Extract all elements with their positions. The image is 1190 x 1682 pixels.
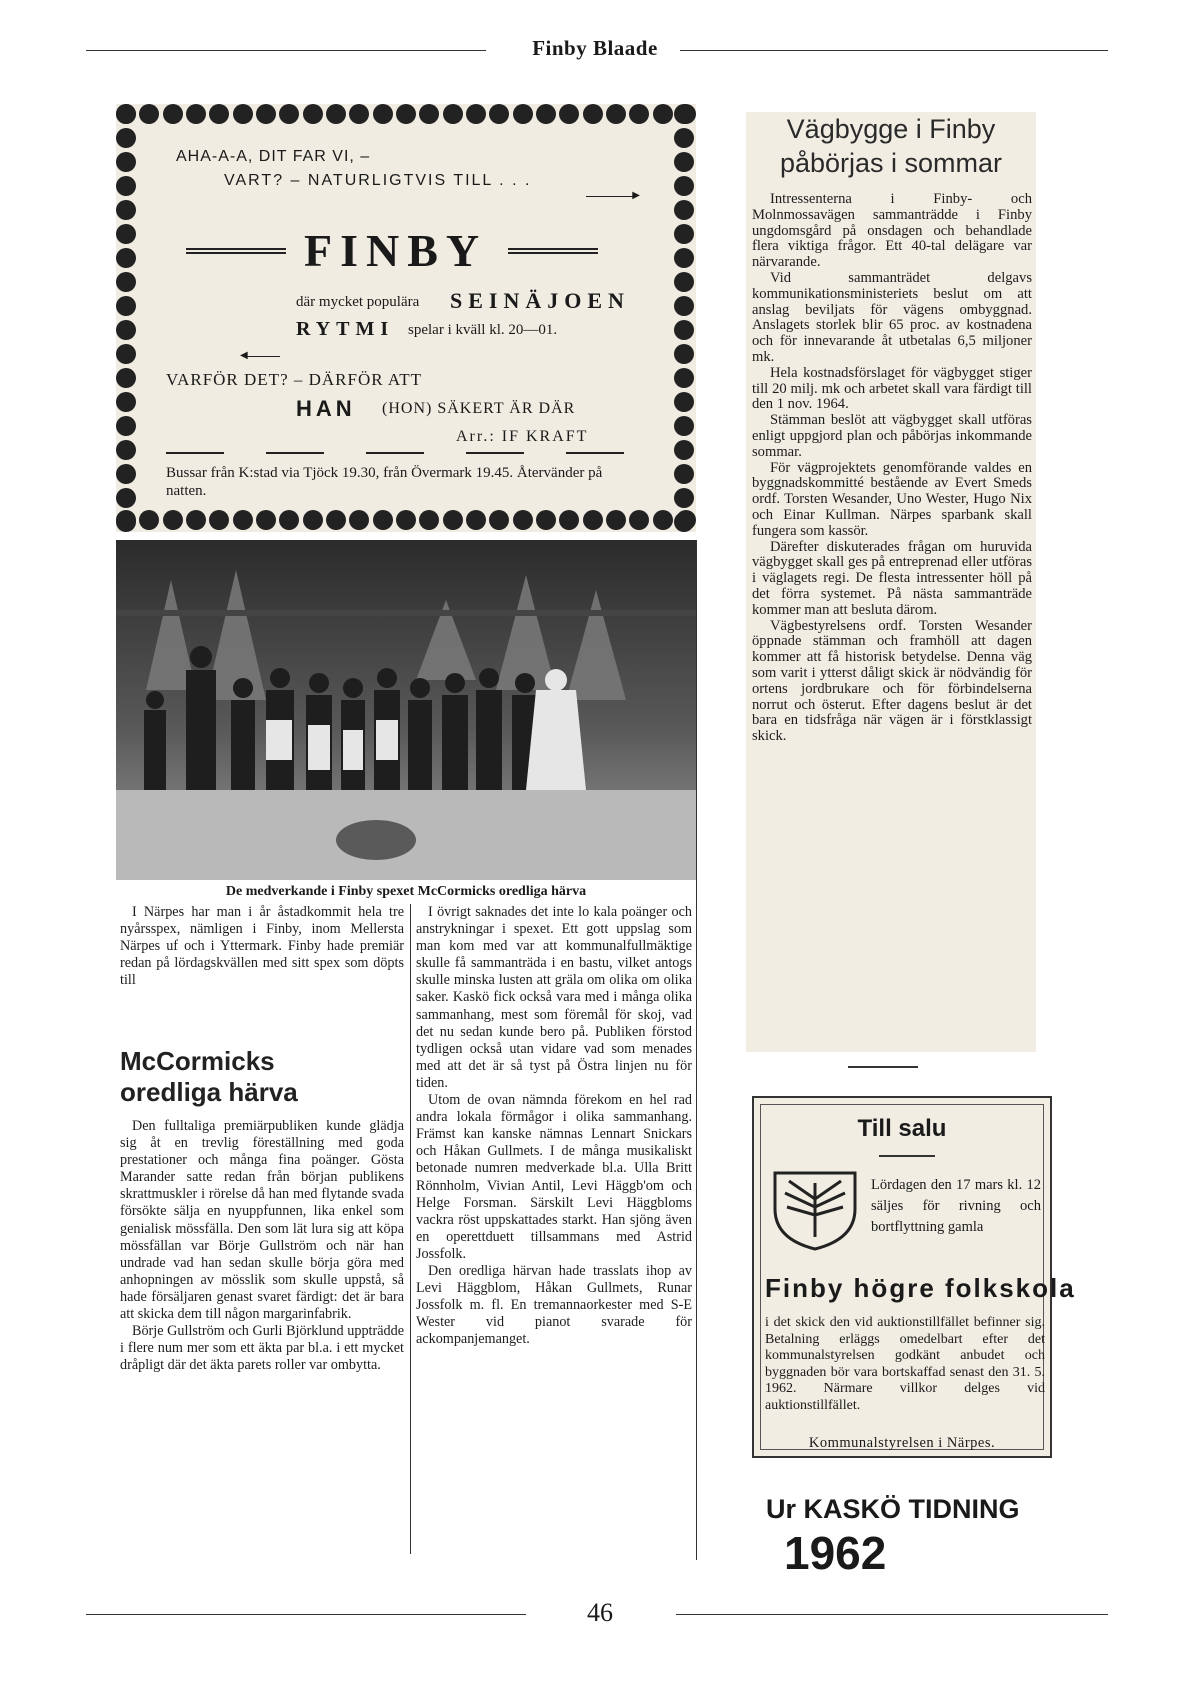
ad-content [156, 134, 656, 504]
ad-she: (HON) SÄKERT ÄR DÄR [382, 400, 576, 417]
road-paragraph: För vägprojektets genomförande valdes en byggnadskommitté bestående av Evert Smeds ordf. Torsten Wesander, Uno Wester, Hugo Nix och Einar Kullman. Närpes sparbank skall fungera som kassör. [752, 459, 1032, 539]
article-headline [120, 1046, 298, 1108]
article-headline-line-2: oredliga härva [120, 1077, 298, 1107]
ad-arranger: Arr.: IF KRAFT [456, 428, 589, 445]
road-paragraph: Vägbestyrelsens ordf. Torsten Wesander öppnade stämman och framhöll att dagen kommer att få historisk betydelse. Denna väg som varit i ytterst dåligt skick är nödvändig för ortens jordbrukare och för förbindelserna norrut och österut. Efter dagens beslut är det bara en tidsfråga när vägen är i förstklassigt skick. [752, 617, 1032, 745]
ad-double-rule-right [508, 248, 598, 254]
sale-signature: Kommunalstyrelsen i Närpes. [808, 1435, 996, 1451]
page-header-title: Finby Blaade [532, 36, 658, 60]
sale-title: Till salu [857, 1115, 947, 1142]
ad-bus-info: Bussar från K:stad via Tjöck 19.30, från Övermark 19.45. Återvänder på natten. [166, 465, 603, 499]
ad-dash [566, 452, 624, 454]
ad-line-2: VART? – NATURLIGTVIS TILL . . . [224, 172, 532, 189]
ad-dash [466, 452, 524, 454]
header-rule-left [86, 50, 486, 51]
stage-photo [116, 540, 696, 880]
ad-line-1: AHA-A-A, DIT FAR VI, – [176, 148, 371, 165]
arrow-right-icon: ▶ [586, 196, 636, 197]
road-paragraph: Hela kostnadsförslaget för vägbygget stiger till 20 milj. mk och arbetet skall vara färdigt till den 1 nov. 1964. [752, 364, 1032, 413]
arrow-left-icon: ◀ [244, 356, 280, 357]
ad-why: VARFÖR DET? – DÄRFÖR ATT [166, 370, 423, 389]
sale-inner-frame [760, 1104, 1076, 1451]
photo-caption: De medverkande i Finby spexet McCormicks oredliga härva [225, 884, 587, 899]
header-rule-right [680, 50, 1108, 51]
ad-he: HAN [296, 396, 356, 421]
source-year: 1962 [784, 1527, 887, 1579]
road-paragraph: Vid sammanträdet delgavs kommunikationsministeriets beslut om att anslag beviljats för vägens ombyggnad. Anslagets storlek blir 65 proc. av kostnadena och för innevarande åt utbetalas 6,5 miljoner mk. [752, 269, 1032, 365]
sale-body-text: i det skick den vid auktionstillfället befinner sig. Betalning erläggs omedelbart efter det kommunalstyrelsen godkänt anbudet och byggnaden bör vara bortskaffad senast den 31. 5. 1962. Närmare villkor delges vid auktionstillfället. [765, 1315, 1045, 1413]
ad-double-rule-left [186, 248, 286, 254]
ad-place-row [186, 224, 606, 278]
road-paragraph: Därefter diskuterades frågan om huruvida vägbygget skall ges på entreprenad eller utföras i väglagets regi. De flesta intressenter höll på det förra systemet. På nästa sammanträde kommer man att besluta därom. [752, 538, 1032, 618]
ad-border-left [116, 104, 138, 532]
stage-photo-image [116, 540, 696, 880]
page-number: 46 [587, 1598, 613, 1627]
source-label: Ur KASKÖ TIDNING [766, 1494, 1020, 1524]
road-article-body [752, 192, 1032, 745]
article-intro-text: I Närpes har man i år åstadkommit hela tre nyårsspex, nämligen i Finby, inom Mellersta Närpes uf och i Yttermark. Finby hade premiär redan på lördagskvällen med sitt spex som döpts till [120, 904, 404, 989]
road-article-end-rule [848, 1066, 918, 1068]
road-article-headline: Vägbygge i Finby påbörjas i sommar [779, 114, 1003, 178]
article-paragraph: Den fulltaliga premiärpubliken kunde glädja sig åt en trevlig föreställning med goda prestationer och många fina poänger. Gösta Marander satte redan från början publikens skrattmuskler i rörelse då han med flytande svada försökte sälja en nyuppfunnen, lika enkel som genialisk mössfälla. Den som lät lura sig att köpa mössfällan var Börje Gullström och när han undrade vad han sedan skulle börja göra med anhopningen av mösslik som skulle uppstå, så hade försäljaren genast svaret färdigt: det är bara att skicka dem till någon margarinfabrik. [120, 1118, 404, 1323]
ad-border-top [116, 104, 696, 126]
dance-advertisement [116, 104, 696, 532]
footer-rule-left [86, 1614, 526, 1615]
column-divider [410, 904, 411, 1554]
ad-border-right [674, 104, 696, 532]
ad-popular: där mycket populära [296, 294, 420, 310]
article-paragraph: Utom de ovan nämnda förekom en hel rad andra lokala förmågor i olika sammanhang. Främst kan kanske nämnas Lennart Snickars och Håkan Gullmets. I de många musikaliskt betonade numren medverkade bl.a. Ulla Britt Rönnholm, Vivian Antil, Levi Häggb'om och Helge Forsman. Särskilt Levi Häggbloms vackra röst uppskattades starkt. Han sjöng även en operettduett tillsammans med Astrid Jossfolk. [416, 1092, 692, 1262]
article-paragraph: Den oredliga härvan hade trasslats ihop av Levi Häggblom, Håkan Gullmets, Runar Jossfolk m. fl. En tremannaorkester med S-E Wester vid pianot svarade för ackompanjemanget. [416, 1262, 692, 1348]
article-paragraph: I övrigt saknades det inte lo kala poänger och anstrykningar i spexet. Ett gott uppslag som man kom med var att kommunalfullmäktige skulle få sammanträda i en bastu, vilket antogs skulle minska lusten att gräla om olika om olika saker. Kaskö fick också vara med i många olika sammanhang, mest som föremål för skoj, vad det nu sedan kunde bero på. Publiken förstod tydligen också utan vidare vad som menades med att det är så tyst på Östra linjen nu för tiden. [416, 904, 692, 1091]
sale-advertisement [752, 1096, 1076, 1458]
ad-band-1: SEINÄJOEN [450, 288, 630, 313]
sale-title-rule [879, 1155, 935, 1157]
footer-rule-right [676, 1614, 1108, 1615]
ad-dash [266, 452, 324, 454]
column-divider-right [696, 540, 697, 1560]
ad-dash [366, 452, 424, 454]
article-intro [120, 904, 404, 989]
article-column-2 [416, 904, 692, 1348]
road-article [746, 112, 1036, 1052]
road-paragraph: Stämman beslöt att vägbygget skall utföras enligt uppgjord plan och påbörjas inkommande sommar. [752, 412, 1032, 460]
ad-band-2: RYTMI [296, 318, 395, 340]
sale-school-name: Finby högre folkskola [765, 1273, 1076, 1303]
ad-plays: spelar i kväll kl. 20—01. [408, 322, 558, 338]
ad-dash [166, 452, 224, 454]
article-column-1 [120, 1118, 404, 1374]
article-headline-line-1: McCormicks [120, 1046, 275, 1076]
ad-place-name: FINBY [304, 225, 488, 276]
coat-of-arms-icon [769, 1169, 861, 1253]
road-paragraph: Intressenterna i Finby- och Molnmossavägen sammanträdde i Finby ungdomsgård på onsdagen och behandlade flera viktiga frågor. Ett 40-tal delägare var närvarande. [752, 191, 1032, 271]
sale-date-text: Lördagen den 17 mars kl. 12 säljes för rivning och bortflyttning gamla [871, 1177, 1041, 1235]
ad-border-bottom [116, 510, 696, 532]
article-paragraph: Börje Gullström och Gurli Björklund uppträdde i flere num mer som ett äkta par bl.a. i ett mycket dråpligt där det äkta parets roller var ombytta. [120, 1323, 404, 1374]
